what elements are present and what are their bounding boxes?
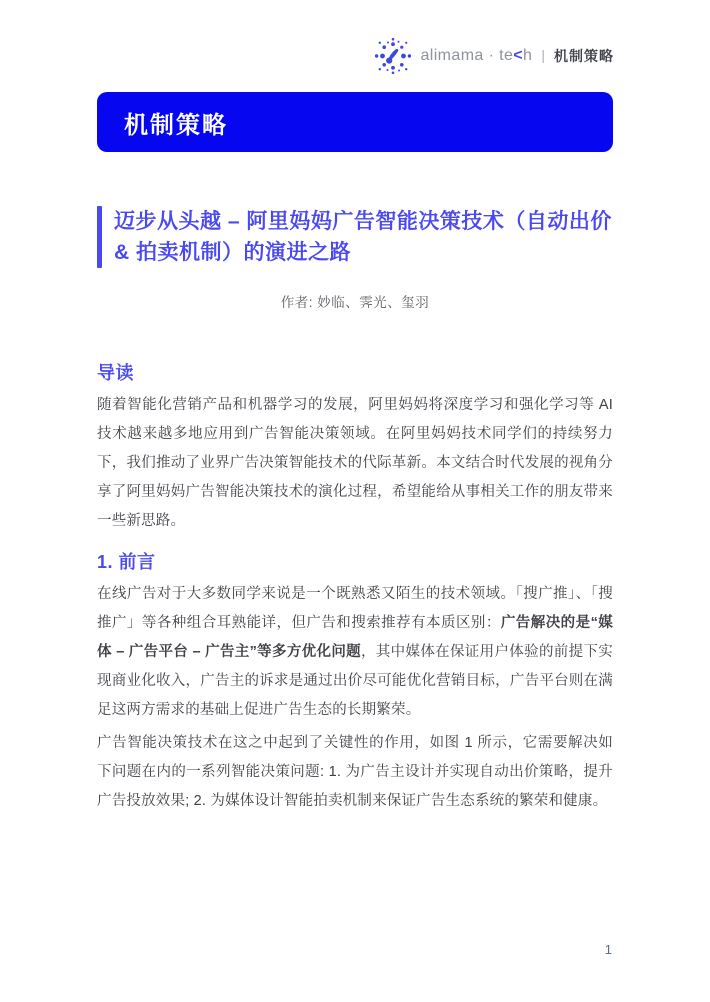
article-title-block [97, 206, 613, 268]
category-banner-title: 机制策略 [124, 111, 228, 139]
logo-brand-text: alimama · te<h [420, 47, 533, 64]
section-heading-preface: 1. 前言 [97, 552, 156, 572]
article-title: 迈步从头越 – 阿里妈妈广告智能决策技术（自动出价 & 拍卖机制）的演进之路 [114, 210, 612, 264]
preface-paragraph-2: 广告智能决策技术在这之中起到了关键性的作用，如图 1 所示，它需要解决如下问题在内的一系列智能决策问题: 1. 为广告主设计并实现自动出价策略，提升广告投放效果; 2. 为媒体设计智能拍卖机制来保证广告生态系统的繁荣和健康。 [97, 735, 613, 809]
intro-paragraph: 随着智能化营销产品和机器学习的发展，阿里妈妈将深度学习和强化学习等 AI 技术越来越多地应用到广告智能决策领域。在阿里妈妈技术同学们的持续努力下，我们推动了业界广告决策智能技术的代际革新。本文结合时代发展的视角分享了阿里妈妈广告智能决策技术的演化过程，希望能给从事相关工作的朋友带来一些新思路。 [97, 397, 613, 529]
alimama-logo [373, 36, 614, 76]
preface-paragraph-1 [97, 580, 613, 725]
section-heading-intro: 导读 [97, 363, 134, 383]
page-number: 1 [604, 942, 612, 957]
preface-p1-bold: 广告解决的是“媒体 – 广告平台 – 广告主”等多方优化问题 [97, 615, 613, 660]
logo-divider: | [541, 47, 545, 63]
category-banner [97, 92, 613, 152]
author-byline: 作者: 妙临、霁光、玺羽 [280, 295, 430, 310]
logo-category-label: 机制策略 [554, 48, 614, 64]
title-accent-bar [97, 206, 102, 268]
preface-p1-text-a: 在线广告对于大多数同学来说是一个既熟悉又陌生的技术领域。「搜广推」、「搜推广」等各种组合耳熟能详，但广告和搜索推荐有本质区别： [97, 586, 613, 631]
alimama-starburst-icon [373, 36, 413, 76]
logo-caret-glyph: < [513, 47, 524, 64]
preface-p1-text-b: ，其中媒体在保证用户体验的前提下实现商业化收入，广告主的诉求是通过出价尽可能优化营销目标，广告平台则在满足这两方需求的基础上促进广告生态的长期繁荣。 [97, 644, 613, 718]
article-body [97, 362, 613, 816]
